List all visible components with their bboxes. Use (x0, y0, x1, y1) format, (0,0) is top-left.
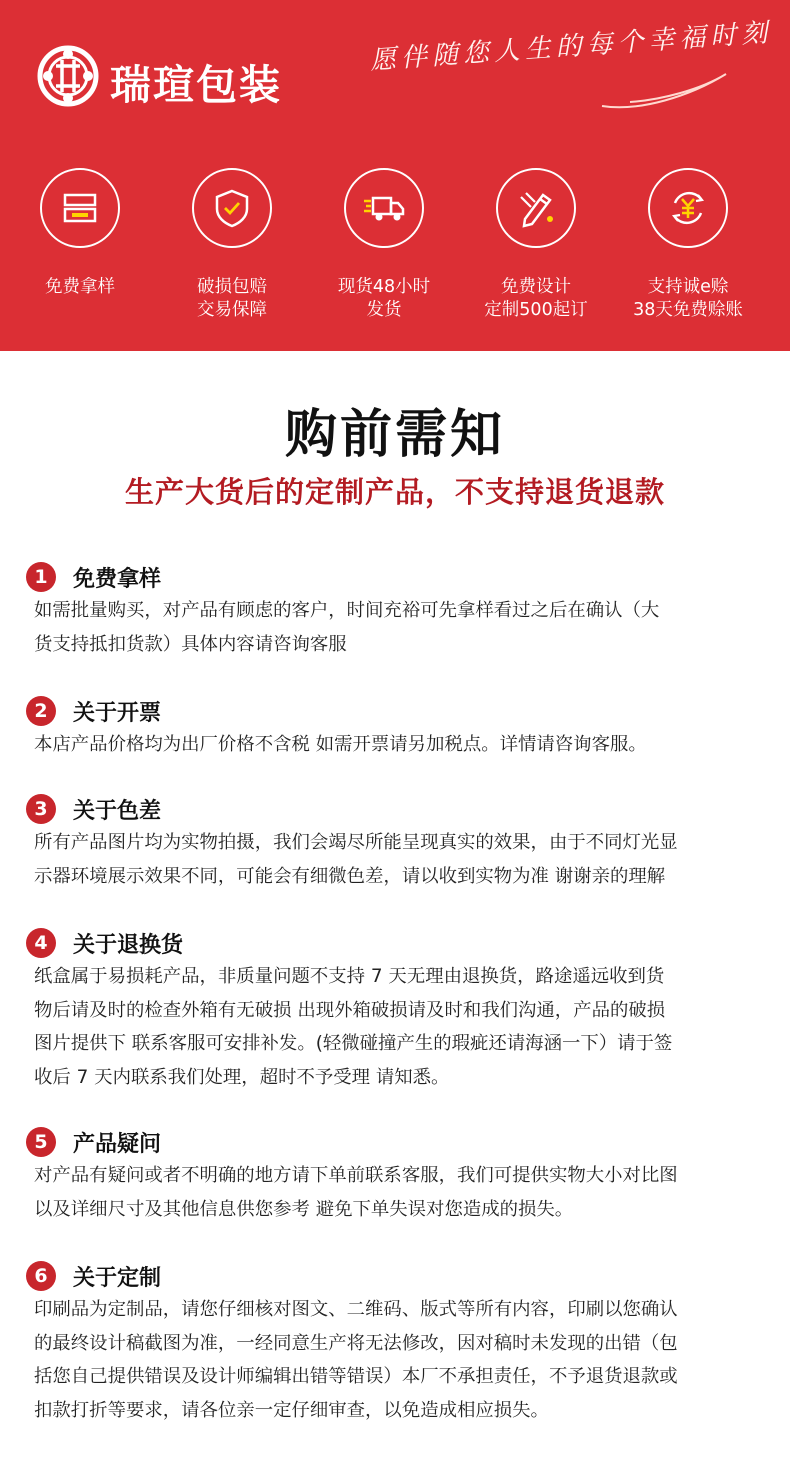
section-title: 关于色差 (73, 798, 162, 824)
notice-section-free-sample (26, 562, 766, 661)
brand-name: 瑞瑄包装 (110, 61, 282, 109)
section-header (26, 562, 766, 592)
section-header (26, 1261, 766, 1291)
section-body: 如需批量购买，对产品有顾虑的客户，时间充裕可先拿样看过之后在确认（大 货支持抵扣货款）具体内容请咨询客服 (34, 600, 660, 655)
box-icon (57, 185, 103, 231)
section-number-badge: 5 (26, 1127, 56, 1157)
section-title: 免费拿样 (73, 566, 162, 592)
section-header (26, 794, 766, 824)
feature-damage-compensation (157, 168, 307, 322)
yuan-refresh-icon (665, 185, 711, 231)
feature-credit-payment (613, 168, 763, 322)
feature-label: 免费拿样 (45, 277, 115, 297)
section-number-badge: 6 (26, 1261, 56, 1291)
notice-section-customization (26, 1261, 766, 1427)
section-body: 所有产品图片均为实物拍摄，我们会竭尽所能呈现真实的效果，由于不同灯光显 示器环境展示效果不同，可能会有细微色差，请以收到实物为准 谢谢亲的理解 (34, 832, 678, 887)
brand-slogan: 愿伴随您人生的每个幸福时刻 (369, 17, 774, 76)
notice-subtitle: 生产大货后的定制产品，不支持退货退款 (124, 475, 665, 509)
section-body: 印刷品为定制品，请您仔细核对图文、二维码、版式等所有内容，印刷以您确认 的最终设计稿截图为准，一经同意生产将无法修改，因对稿时未发现的出错（包 括您自己提供错误及设计师编辑出错等错误）本厂不承担责任，不予退货退款或 扣款打折等要求，请各位亲一定仔细审查，以免造成相应损失。 (34, 1299, 678, 1421)
header-banner (0, 0, 790, 351)
feature-free-design (461, 168, 611, 322)
section-header (26, 696, 766, 726)
section-number-badge: 3 (26, 794, 56, 824)
design-pencil-icon (513, 185, 559, 231)
feature-fast-shipping (309, 168, 459, 322)
feature-label: 支持诚e赊 38天免费赊账 (633, 277, 743, 320)
shield-check-icon (209, 185, 255, 231)
delivery-truck-icon (361, 185, 407, 231)
notice-section-product-questions (26, 1127, 766, 1226)
section-body: 对产品有疑问或者不明确的地方请下单前联系客服，我们可提供实物大小对比图 以及详细尺寸及其他信息供您参考 避免下单失误对您造成的损失。 (34, 1165, 678, 1220)
notice-section-color-difference (26, 794, 766, 893)
slogan-swoosh-decoration (600, 66, 730, 116)
section-body: 纸盒属于易损耗产品，非质量问题不支持 7 天无理由退换货，路途遥远收到货 物后请及时的检查外箱有无破损 出现外箱破损请及时和我们沟通，产品的破损 图片提供下 联系客服可安排补发。(轻微碰撞产生的瑕疵还请海涵一下）请于签 收后 7 天内联系我们处理，超时不予受理 请知悉。 (34, 966, 673, 1088)
feature-row (0, 168, 790, 338)
feature-free-sample (5, 168, 155, 299)
feature-label: 破损包赔 交易保障 (197, 277, 267, 320)
section-title: 关于定制 (73, 1265, 162, 1291)
section-number-badge: 2 (26, 696, 56, 726)
section-header (26, 1127, 766, 1157)
feature-icon-circle (496, 168, 576, 248)
section-title: 产品疑问 (73, 1131, 162, 1157)
section-title: 关于退换货 (73, 932, 184, 958)
section-title: 关于开票 (73, 700, 162, 726)
notice-title: 购前需知 (284, 405, 505, 465)
section-body: 本店产品价格均为出厂价格不含税 如需开票请另加税点。详情请咨询客服。 (34, 734, 647, 755)
section-number-badge: 4 (26, 928, 56, 958)
feature-label: 免费设计 定制500起订 (484, 277, 588, 320)
knot-logo-icon (36, 44, 100, 108)
feature-icon-circle (192, 168, 272, 248)
feature-icon-circle (344, 168, 424, 248)
feature-label: 现货48小时 发货 (337, 277, 431, 320)
feature-icon-circle (648, 168, 728, 248)
notice-section-invoice (26, 696, 766, 762)
feature-icon-circle (40, 168, 120, 248)
notice-section-returns (26, 928, 766, 1094)
section-number-badge: 1 (26, 562, 56, 592)
section-header (26, 928, 766, 958)
